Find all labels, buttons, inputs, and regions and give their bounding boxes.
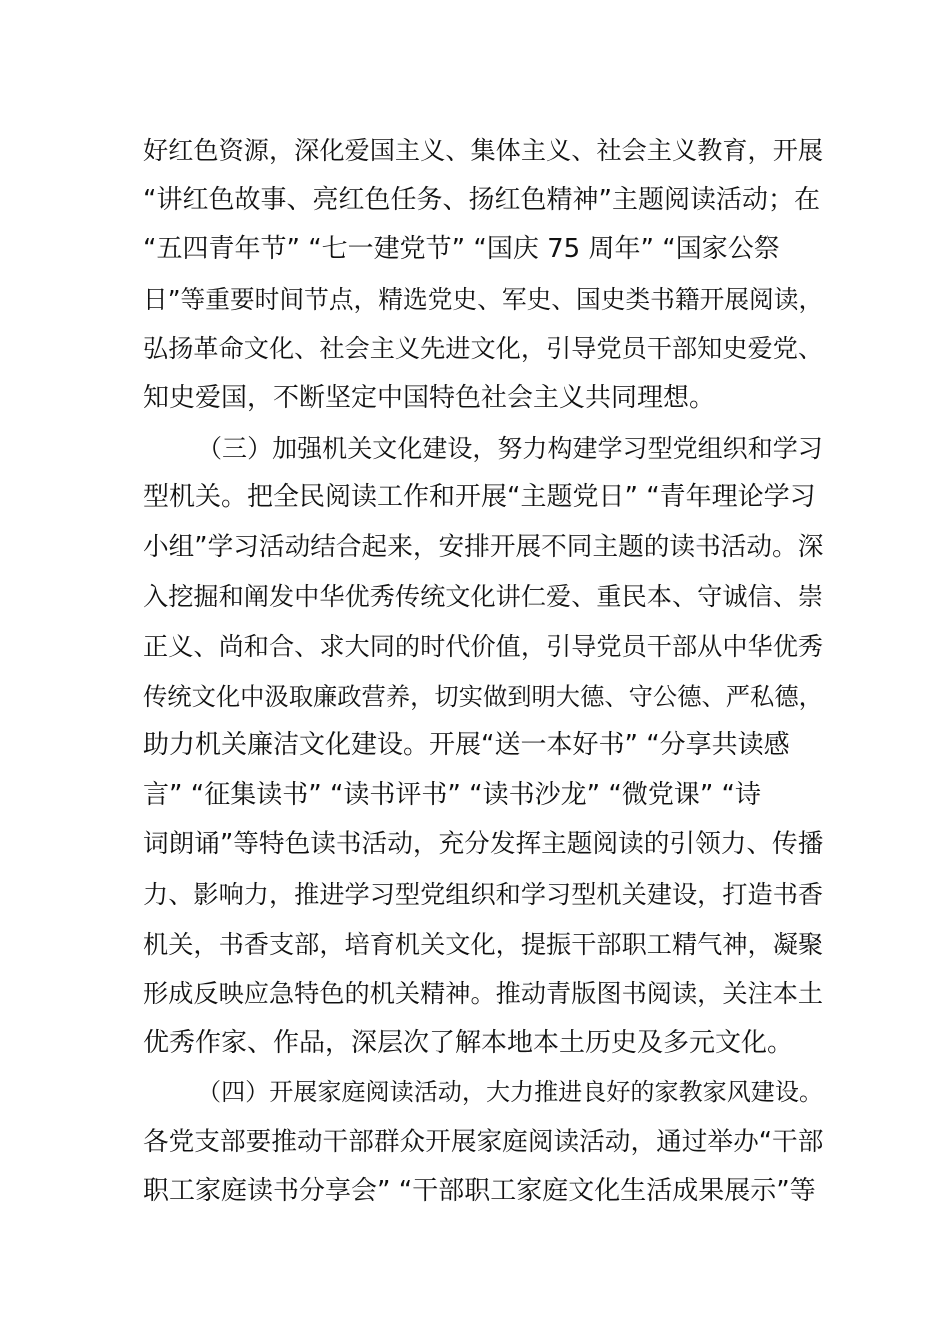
text-line: 职工家庭读书分享会” “干部职工家庭文化生活成果展示”等 <box>143 1176 816 1207</box>
text-line: 形成反映应急特色的机关精神。推动青版图书阅读，关注本土 <box>143 979 824 1009</box>
text-line: 入挖掘和阐发中华优秀传统文化讲仁爱、重民本、守诚信、崇 <box>143 582 824 612</box>
text-line: 各党支部要推动干部群众开展家庭阅读活动，通过举办“干部 <box>143 1126 824 1157</box>
text-line: 小组”学习活动结合起来，安排开展不同主题的读书活动。深 <box>143 531 824 562</box>
text-line: （四）开展家庭阅读活动，大力推进良好的家教家风建设。 <box>197 1078 824 1107</box>
text-line: 优秀作家、作品，深层次了解本地本土历史及多元文化。 <box>143 1027 794 1058</box>
text-line: 词朗诵”等特色读书活动，充分发挥主题阅读的引领力、传播 <box>143 829 824 860</box>
text-line: 机关，书香支部，培育机关文化，提振干部职工精气神，凝聚 <box>143 929 824 959</box>
text-line: （三）加强机关文化建设，努力构建学习型党组织和学习 <box>197 433 823 463</box>
text-line: 言” “征集读书” “读书评书” “读书沙龙” “微党课” “诗 <box>143 779 762 810</box>
text-line: 助力机关廉洁文化建设。开展“送一本好书” “分享共读感 <box>143 730 790 761</box>
text-line: 知史爱国，不断坚定中国特色社会主义共同理想。 <box>143 382 716 413</box>
text-line: 日”等重要时间节点，精选党史、军史、国史类书籍开展阅读， <box>143 284 824 314</box>
text-line: 传统文化中汲取廉政营养，切实做到明大德、守公德、严私德， <box>143 681 823 711</box>
body-text <box>143 126 823 1217</box>
text-line: 好红色资源，深化爱国主义、集体主义、社会主义教育，开展 <box>143 136 824 165</box>
text-line: 正义、尚和合、求大同的时代价值，引导党员干部从中华优秀 <box>143 631 824 661</box>
text-line: 力、影响力，推进学习型党组织和学习型机关建设，打造书香 <box>143 879 824 909</box>
text-line: “五四青年节” “七一建党节” “国庆 75 周年” “国家公祭 <box>143 234 780 265</box>
text-line: 型机关。把全民阅读工作和开展“主题党日” “青年理论学习 <box>143 482 816 513</box>
text-line: “讲红色故事、亮红色任务、扬红色精神”主题阅读活动；在 <box>143 184 820 215</box>
text-line: 弘扬革命文化、社会主义先进文化，引导党员干部知史爱党、 <box>143 334 824 364</box>
